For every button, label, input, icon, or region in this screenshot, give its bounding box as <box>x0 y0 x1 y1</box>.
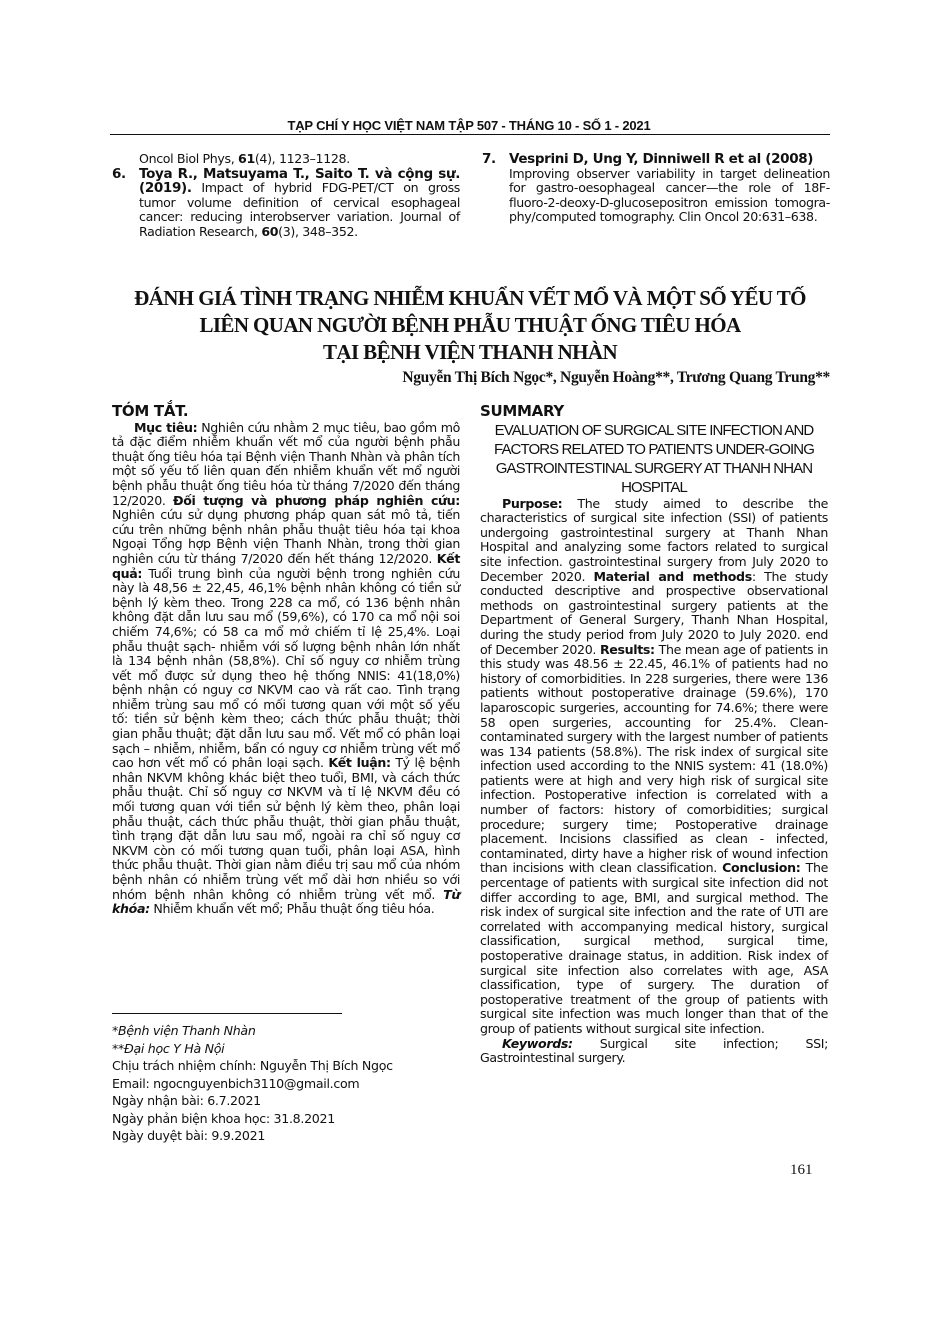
abstract-body: Mục tiêu: Nghiên cứu nhằm 2 mục tiêu, bao gồm mô tả đặc điểm nhiễm khuẩn vết mổ của người bệnh phẫu thuật ống tiêu hóa tại Bệnh viện Thanh Nhàn và phân tích một số yếu tố liên quan đến nhiễm khuẩn vết mổ người bệnh phẫu thuật ống tiêu hóa từ tháng 7/2020 đến tháng 12/2020. Đối tượng và phương pháp nghiên cứu: Nghiên cứu sử dụng phương pháp quan sát mô tả, tiến cứu trên những bệnh nhân phẫu thuật tiêu hóa tại khoa Ngoại Tổng hợp Bệnh viện Thanh Nhàn, trong thời gian nghiên cứu từ tháng 7/2020 đến hết tháng 12/2020. Kết quả: Tuổi trung bình của người bệnh trong nghiên cứu này là 48,56 ± 22,45, 46,1% bệnh nhân không có tiền sử bệnh lý kèm theo. Trong 228 ca mổ, có 136 bệnh nhân không đặt dẫn lưu sau mổ (59,6%), có 170 ca mổ nội soi chiếm 74,6%; có 58 ca mổ mở chiếm tỉ lệ 25,4%. Loại phẫu thuật sạch- nhiễm với số lượng bệnh nhân lớn nhất là 134 bệnh nhân (58,8%). Chỉ số nguy cơ nhiễm trùng vết mổ được sử dụng theo hệ thống NNIS: 41(18,0%) bệnh nhận có nguy cơ NKVM cao và rất cao. Tình trạng nhiễm trùng sau mổ có mối tương quan với một số yếu tố: tiền sử bệnh kèm theo; cách thức phẫu thuật; thời gian phẫu thuật; đặt dẫn lưu sau mổ. Vết mổ có phân loại sạch – nhiễm, nhiễm, bẩn có nguy cơ nhiễm trùng vết mổ cao hơn vết mổ có phân loại sạch. Kết luận: Tỷ lệ bệnh nhân NKVM không khác biệt theo tuổi, BMI, và cách thức phẫu thuật. Chỉ số nguy cơ NKVM và tỉ lệ NKVM đều có mối tương quan với tiền sử bệnh lý kèm theo, phân loại phẫu thuật, cách thức phẫu thuật, thời gian phẫu thuật, tình trạng đặt dẫn lưu sau mổ, ngoài ra chỉ số nguy cơ NKVM còn có mối tương quan tuổi, phân loại ASA, hình thức phẫu thuật. Thời gian nằm điều trị sau mổ của nhóm bệnh nhân có nhiễm trùng vết mổ dài hơn nhiều so với nhóm bệnh nhân không có nhiễm trùng vết mổ. Từ khóa: Nhiễm khuẩn vết mổ; Phẫu thuật ống tiêu hóa. <box>112 419 461 917</box>
article-title: ĐÁNH GIÁ TÌNH TRẠNG NHIỄM KHUẨN VẾT MỔ VÀ MỘT SỐ YẾU TỐ LIÊN QUAN NGƯỜI BỆNH PHẪU THUẬT ỐNG TIÊU HÓA TẠI BỆNH VIỆN THANH NHÀN <box>134 286 806 364</box>
footnote-rule <box>112 1013 342 1014</box>
summary-body: Purpose: The study aimed to describe the characteristics of surgical site infection (SSI) of patients undergoing gastrointestinal surgery at Thanh Nhan Hospital and analyzing some factors related to surgical site infection. gastrointestinal surgery from July 2020 to December 2020. Material and methods: The study conducted descriptive and prospective observational methods on gastrointestinal surgery patients at the Department of General Surgery, Thanh Nhan Hospital, during the study period from July 2020 to July 2020. end of December 2020. Results: The mean age of patients in this study was 48.56 ± 22.45, 46.1% of patients had no history of comorbidities. In 228 surgeries, there were 136 patients without postoperative drainage (59.6%), 170 laparoscopic surgeries, accounting for 74.6%; there were 58 open surgeries, accounting for 25.4%. Clean-contaminated surgery with the largest number of patients was 134 patients (58.8%). The risk index of surgical site infection used according to the NNIS system: 41 (18.0%) patients were at high and very high risk of surgical site infection. Postoperative infection is correlated with a number of factors: history of comorbidities; surgical procedure; surgery time; Postoperative drainage placement. Incisions classified as clean - infected, contaminated, dirty have a higher risk of wound infection than incisions with clean classification. Conclusion: The percentage of patients with surgical site infection did not differ according to age, BMI, and surgical method. The risk index of surgical site infection and the rate of UTI are correlated with accompanying medical history, surgical classification, surgical method, surgical time, postoperative drainage status, in addition. Risk index of surgical site infection also correlates with age, ASA classification, type of surgery. The duration of postoperative treatment of the group of patients with surgical site infection was much longer than that of the group of patients without surgical site infection. <box>480 495 829 1036</box>
reference-6: 6. Toya R., Matsuyama T., Saito T. và cộng sự. (2019). Impact of hybrid FDG-PET/CT on gross tumor volume definition of cervical esophageal cancer: reducing interobserver variation. Journal of Radiation Research, 60(3), 348–352. <box>112 165 460 239</box>
section-heading: TÓM TẮT. <box>112 402 189 420</box>
accepted-date: Ngày duyệt bài: 9.9.2021 <box>112 1128 266 1143</box>
reference-authors: Vesprini D, Ung Y, Dinniwell R et al (2008) <box>509 151 814 167</box>
reference-number: 6. <box>112 165 126 182</box>
affiliation-1: *Bệnh viện Thanh Nhàn <box>112 1023 256 1038</box>
header-rule <box>110 134 830 135</box>
section-heading: SUMMARY <box>480 402 564 420</box>
references-left <box>112 152 460 240</box>
reference-number: 7. <box>482 151 496 167</box>
article-authors: Nguyễn Thị Bích Ngọc*, Nguyễn Hoàng**, Trương Quang Trung** <box>402 369 830 386</box>
reference-continuation: Oncol Biol Phys, 61(4), 1123–1128. <box>139 151 350 166</box>
review-date: Ngày phản biện khoa học: 31.8.2021 <box>112 1110 335 1126</box>
running-header: TẠP CHÍ Y HỌC VIỆT NAM TẬP 507 - THÁNG 10 - SỐ 1 - 2021 <box>287 118 651 133</box>
email[interactable]: Email: ngocnguyenbich3110@gmail.com <box>112 1075 360 1091</box>
abstract-english <box>480 404 828 1066</box>
reference-authors: Toya R., Matsuyama T., Saito T. và cộng sự. (2019). <box>139 165 460 197</box>
abstract-vietnamese <box>112 404 460 917</box>
page-number: 161 <box>790 1162 813 1178</box>
corresponding-author: Chịu trách nhiệm chính: Nguyễn Thị Bích Ngọc <box>112 1058 393 1073</box>
affiliation-2: **Đại học Y Hà Nội <box>112 1040 225 1056</box>
english-title: EVALUATION OF SURGICAL SITE INFECTION AND FACTORS RELATED TO PATIENTS UNDER-GOING GASTROINTESTINAL SURGERY AT THANH NHAN HOSPITAL <box>494 421 814 496</box>
keywords: Keywords: Surgical site infection; SSI; Gastrointestinal surgery. <box>480 1035 828 1066</box>
received-date: Ngày nhận bài: 6.7.2021 <box>112 1093 261 1108</box>
reference-7: 7. Vesprini D, Ung Y, Dinniwell R et al (2008) Improving observer variability in target delineation for gastro-oesophageal cancer—the role of 18F-fluoro-2-deoxy-D-glucosepositron emission tomogra- phy/computed tomography. Clin Oncol 20:631–638. <box>482 151 830 225</box>
footnotes <box>112 1022 472 1145</box>
references-right <box>482 152 830 225</box>
